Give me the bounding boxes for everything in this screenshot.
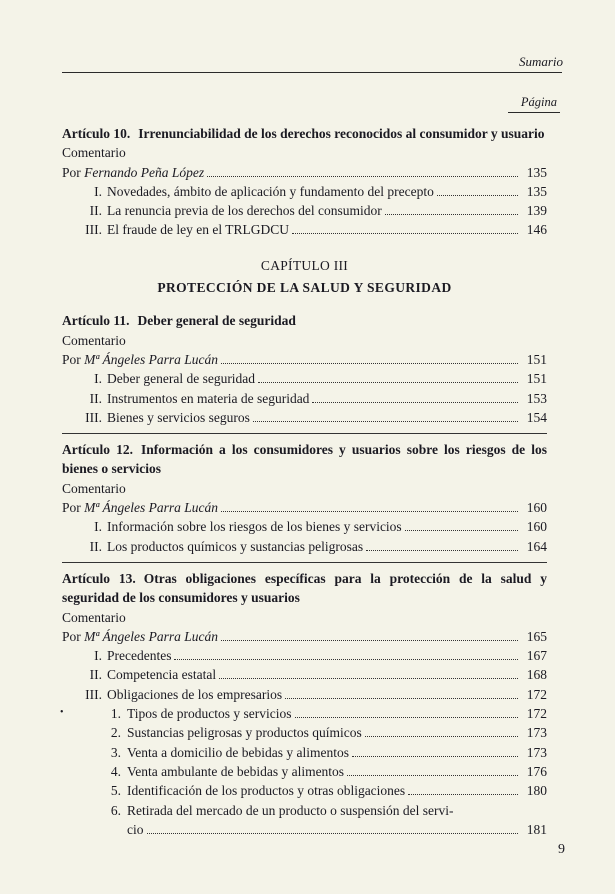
article-12-block [62,440,547,556]
toc-subentry[interactable]: 1. Tipos de productos y servicios 172 [110,706,547,722]
toc-author-entry[interactable]: Por Mª Ángeles Parra Lucán 151 [62,351,547,367]
author-name: Mª Ángeles Parra Lucán [84,351,218,367]
comentario-label: Comentario [62,145,126,161]
toc-entry[interactable]: I. Precedentes 167 [94,648,547,664]
toc-subentry-wrapped[interactable]: 6. Retirada del mercado de un producto o suspensión del servi- cio 181 [110,802,547,837]
toc-entry[interactable]: III. Bienes y servicios seguros 154 [85,409,547,425]
chapter-heading [62,256,547,298]
article-title: Artículo 13. Otras obligaciones específicas para la protección de la salud y seguridad de los consumidores y usuarios [62,570,547,606]
toc-author-entry[interactable]: Por Mª Ángeles Parra Lucán 165 [62,628,547,644]
chapter-number: CAPÍTULO III [260,257,349,273]
author-name: Fernando Peña López [84,164,205,180]
toc-entry[interactable]: II. Instrumentos en materia de seguridad 153 [89,390,547,406]
leader-dots [207,176,518,177]
toc-author-entry[interactable]: Por Mª Ángeles Parra Lucán 160 [62,500,547,516]
author-name: Mª Ángeles Parra Lucán [84,500,218,516]
toc-entry[interactable]: II. La renuncia previa de los derechos del consumidor 139 [89,203,547,219]
chapter-title: PROTECCIÓN DE LA SALUD Y SEGURIDAD [157,280,452,296]
pagina-column-label: Página [520,95,557,109]
article-11-block [62,311,547,427]
article-title: Artículo 11. Deber general de seguridad [62,313,296,329]
author-name: Mª Ángeles Parra Lucán [84,628,218,644]
section-divider [62,562,547,563]
toc-entry[interactable]: II. Competencia estatal 168 [89,667,547,683]
print-speck: • [60,707,64,718]
section-divider [62,433,547,434]
comentario-label: Comentario [62,609,126,625]
toc-subentry[interactable]: 3. Venta a domicilio de bebidas y alimentos 173 [110,744,547,760]
toc-entry[interactable]: I. Deber general de seguridad 151 [94,371,547,387]
article-title: Artículo 12. Información a los consumidores y usuarios sobre los riesgos de los bienes o servicios [62,442,547,477]
toc-subentry[interactable]: 5. Identificación de los productos y otras obligaciones 180 [110,783,547,799]
running-header-section: Sumario [518,54,563,69]
comentario-label: Comentario [62,332,126,348]
toc-entry[interactable]: III. Obligaciones de los empresarios 172 [85,686,547,702]
table-of-contents [62,124,547,839]
toc-author-entry[interactable]: Por Fernando Peña López 135 [62,163,547,182]
comentario-label: Comentario [62,480,126,496]
toc-subentry[interactable]: 4. Venta ambulante de bebidas y alimentos 176 [110,763,547,779]
page-number: 9 [558,842,565,857]
article-title: Artículo 10. Irrenunciabilidad de los derechos reconocidos al consumidor y usuario [62,126,545,141]
pagina-rule [508,112,560,113]
article-10-block [62,124,547,240]
page-ref: 135 [526,164,547,180]
toc-subentry[interactable]: 2. Sustancias peligrosas y productos químicos 173 [110,725,547,741]
toc-entry[interactable]: III. El fraude de ley en el TRLGDCU 146 [85,222,547,238]
toc-entry[interactable]: I. Novedades, ámbito de aplicación y fundamento del precepto 135 [94,183,547,199]
toc-entry[interactable]: II. Los productos químicos y sustancias peligrosas 164 [89,538,547,554]
toc-entry[interactable]: I. Información sobre los riesgos de los bienes y servicios 160 [94,519,547,535]
article-13-block [62,569,547,839]
header-rule [62,72,562,73]
